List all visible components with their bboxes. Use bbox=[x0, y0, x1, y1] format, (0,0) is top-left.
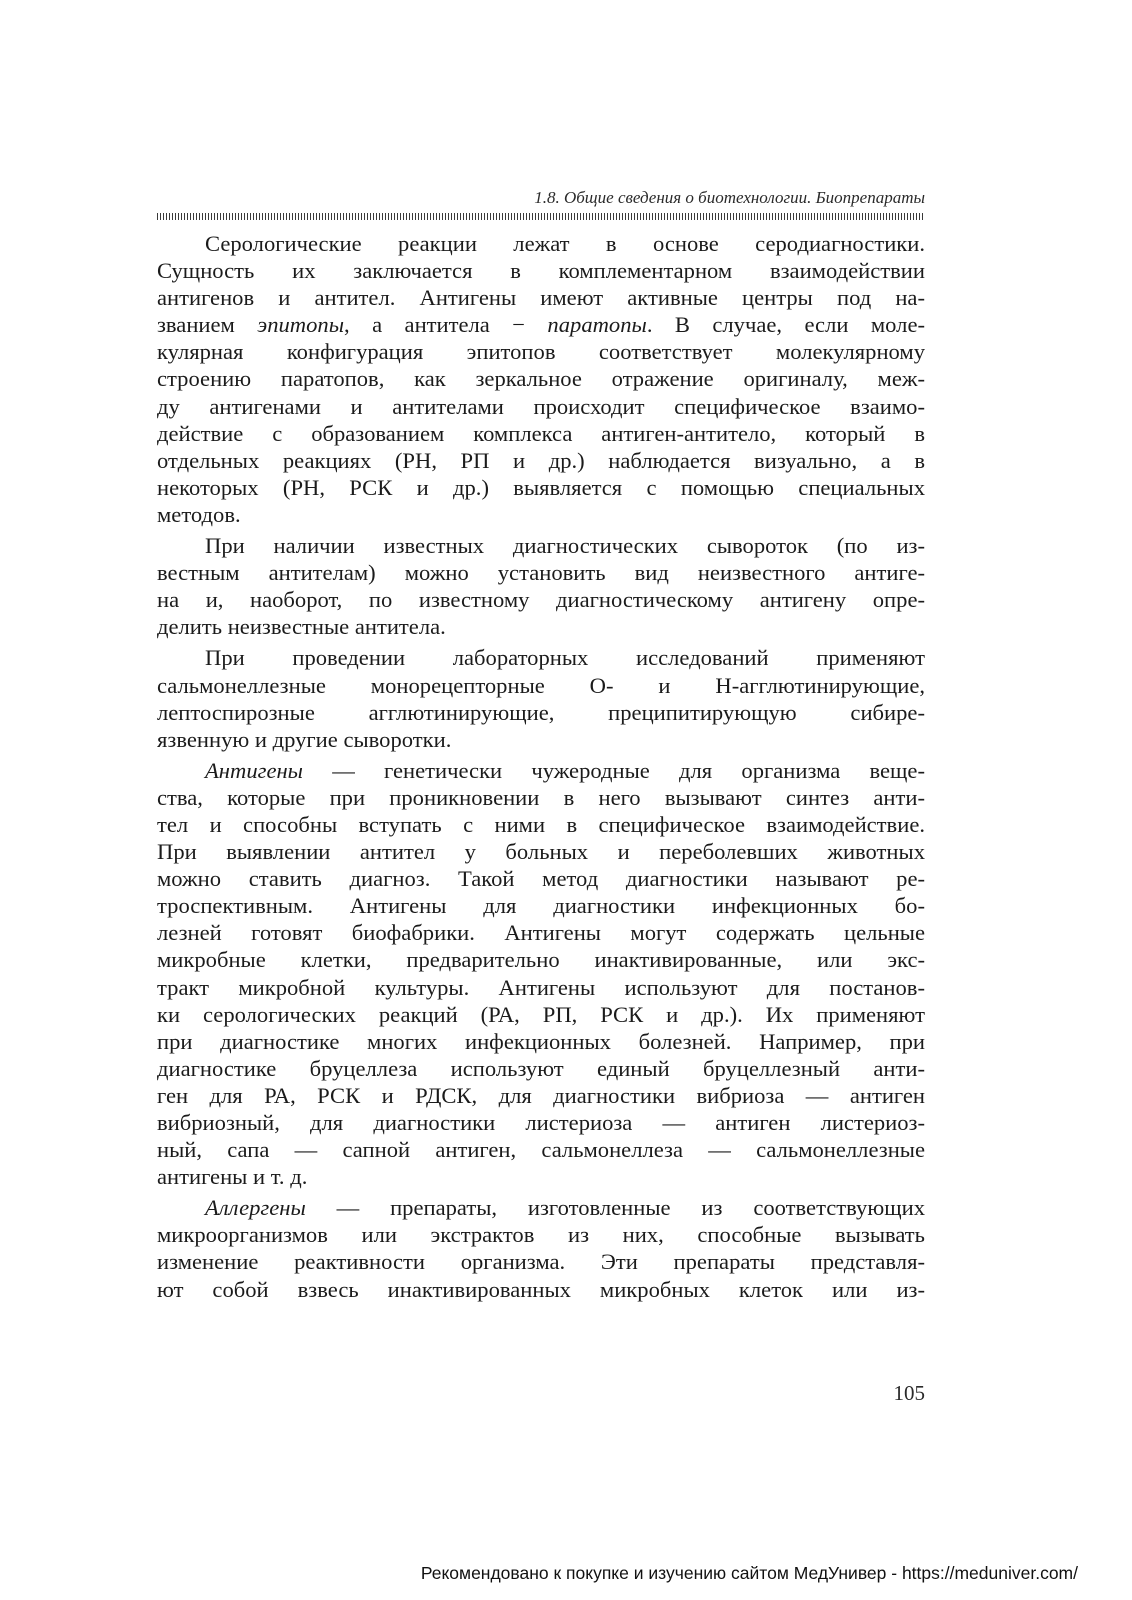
paragraph-allergens bbox=[157, 1194, 925, 1302]
text-line: лезней готовят биофабрики. Антигены могут содержать цельные bbox=[157, 920, 925, 946]
running-head: 1.8. Общие сведения о биотехнологии. Биопрепараты bbox=[534, 188, 925, 207]
text-line: тел и способны вступать с ними в специфическое взаимодействие. bbox=[157, 811, 925, 837]
page-body bbox=[157, 230, 925, 1303]
term-antigens: Антигены bbox=[205, 757, 303, 783]
text-line: При выявлении антител у больных и переболевших животных bbox=[157, 839, 925, 865]
text-line: микроорганизмов или экстрактов из них, способные вызывать bbox=[157, 1222, 925, 1248]
text-run: — генетически чужеродные для организма веще- bbox=[302, 757, 925, 783]
text-line: ду антигенами и антителами происходит специфическое взаимо- bbox=[157, 393, 925, 419]
term-allergens: Аллергены bbox=[205, 1195, 306, 1221]
footer-recommendation: Рекомендовано к покупке и изучению сайтом МедУнивер - https://meduniver.com/ bbox=[420, 1563, 1078, 1583]
text-line: лептоспирозные агглютинирующие, преципитирующую сибире- bbox=[157, 699, 925, 725]
text-run: — препараты, изготовленные из соответствующих bbox=[305, 1195, 925, 1221]
text-line: вибриозный, для диагностики листериоза — антиген листериоз- bbox=[157, 1110, 925, 1135]
text-line: некоторых (РН, РСК и др.) выявляется с помощью специальных bbox=[157, 474, 925, 500]
text-line: действие с образованием комплекса антиген-антитело, который в bbox=[157, 420, 925, 446]
text-line bbox=[157, 1194, 925, 1221]
text-line: Сущность их заключается в комплементарном взаимодействии bbox=[157, 258, 925, 284]
text-line: ки серологических реакций (РА, РП, РСК и др.). Их применяют bbox=[157, 1001, 925, 1027]
text-line: вестным антителам) можно установить вид неизвестного антиге- bbox=[157, 560, 925, 586]
term-epitopes: эпитопы bbox=[257, 312, 345, 338]
page-number: 105 bbox=[893, 1381, 925, 1405]
text-line: ный, сапа — сапной антиген, сальмонеллеза — сальмонеллезные bbox=[157, 1137, 925, 1163]
text-line: троспективным. Антигены для диагностики инфекционных бо- bbox=[157, 893, 925, 919]
text-line: язвенную и другие сыворотки. bbox=[157, 726, 452, 752]
header-rule bbox=[157, 213, 925, 220]
text-line: строению паратопов, как зеркальное отражение оригиналу, меж- bbox=[157, 366, 925, 392]
text-line: антигенов и антител. Антигены имеют активные центры под на- bbox=[157, 285, 925, 311]
text-line: Серологические реакции лежат в основе серодиагностики. bbox=[205, 231, 925, 256]
term-paratopes: паратопы bbox=[547, 312, 647, 338]
text-line: изменение реактивности организма. Эти препараты представля- bbox=[157, 1249, 925, 1275]
text-line: при диагностике многих инфекционных болезней. Например, при bbox=[157, 1028, 925, 1054]
text-line: ген для РА, РСК и РДСК, для диагностики вибриоза — антиген bbox=[157, 1082, 925, 1108]
text-line: ют собой взвесь инактивированных микробных клеток или из- bbox=[157, 1276, 925, 1302]
text-line: отдельных реакциях (РН, РП и др.) наблюдается визуально, а в bbox=[157, 447, 925, 473]
text-line bbox=[157, 757, 925, 784]
text-line: ства, которые при проникновении в него вызывают синтез анти- bbox=[157, 784, 925, 810]
paragraph-diagnostic-sera bbox=[157, 532, 925, 640]
text-line: тракт микробной культуры. Антигены используют для постанов- bbox=[157, 974, 925, 1000]
text-run: званием bbox=[157, 312, 258, 338]
text-line: методов. bbox=[157, 501, 241, 527]
text-line: сальмонеллезные монорецепторные О- и Н-агглютинирующие, bbox=[157, 672, 925, 698]
paragraph-serology bbox=[157, 230, 925, 528]
text-line: микробные клетки, предварительно инактивированные, или экс- bbox=[157, 947, 925, 973]
text-line: При наличии известных диагностических сывороток (по из- bbox=[205, 533, 925, 559]
text-line: можно ставить диагноз. Такой метод диагностики называют ре- bbox=[157, 866, 925, 892]
text-line: делить неизвестные антитела. bbox=[157, 614, 446, 640]
text-run: . В случае, если моле- bbox=[646, 312, 925, 338]
text-line: диагностике бруцеллеза используют единый бруцеллезный анти- bbox=[157, 1055, 925, 1081]
text-line: антигены и т. д. bbox=[157, 1164, 308, 1190]
text-line bbox=[157, 311, 925, 338]
text-run: , а антитела − bbox=[344, 312, 548, 338]
paragraph-lab-sera bbox=[157, 644, 925, 752]
paragraph-antigens bbox=[157, 757, 925, 1191]
text-line: При проведении лабораторных исследований применяют bbox=[205, 645, 925, 671]
text-line: на и, наоборот, по известному диагностическому антигену опре- bbox=[157, 587, 925, 613]
text-line: кулярная конфигурация эпитопов соответствует молекулярному bbox=[157, 339, 925, 365]
